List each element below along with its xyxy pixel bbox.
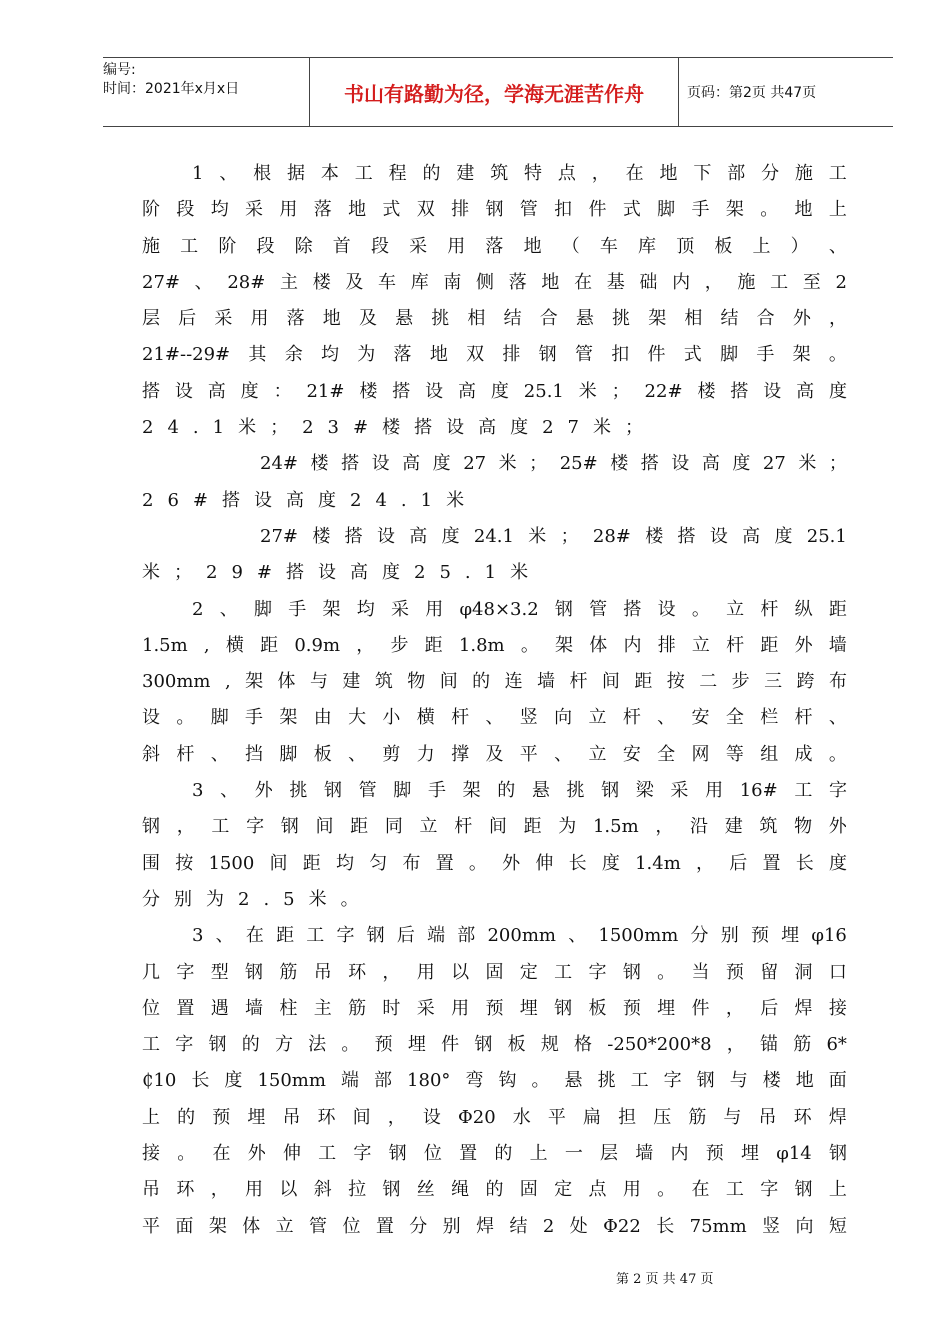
text-line: 21#--29# 其 余 均 为 落 地 双 排 钢 管 扣 件 式 脚 手 架 。: [142, 344, 847, 366]
footer-page-number: 第 2 页 共 47 页: [616, 1272, 714, 1287]
text-line: 接 。 在 外 伸 工 字 钢 位 置 的 上 一 层 墙 内 预 埋 φ14 钢: [142, 1143, 847, 1165]
header-meta: [103, 58, 308, 129]
number-label: 编号:: [103, 62, 136, 78]
text-line: 钢 ， 工 字 钢 间 距 同 立 杆 间 距 为 1.5m ， 沿 建 筑 物 外: [142, 816, 847, 838]
text-line: 26#搭设高度24.1米: [142, 489, 479, 511]
text-line: 300mm , 架 体 与 建 筑 物 间 的 连 墙 杆 间 距 按 二 步 三 跨 布: [142, 671, 847, 693]
time-label: 时间：2021年x月x日: [103, 81, 240, 97]
text-line: 27# 、 28# 主 楼 及 车 库 南 侧 落 地 在 基 础 内 ， 施 工 至 2: [142, 271, 847, 293]
text-line: 几 字 型 钢 筋 吊 环 ， 用 以 固 定 工 字 钢 。 当 预 留 洞 口: [142, 961, 847, 983]
text-line: ₵10 长 度 150mm 端 部 180° 弯 钩 。 悬 挑 工 字 钢 与 楼 地 面: [142, 1070, 847, 1092]
text-line: 3 、 外 挑 钢 管 脚 手 架 的 悬 挑 钢 梁 采 用 16# 工 字: [192, 780, 847, 802]
text-line: 27# 楼 搭 设 高 度 24.1 米 ； 28# 楼 搭 设 高 度 25.1: [260, 525, 847, 547]
page-header: [103, 57, 893, 127]
text-line: 分别为2.5米。: [142, 888, 373, 910]
text-line: 斜 杆 、 挡 脚 板 、 剪 力 撑 及 平 、 立 安 全 网 等 组 成 。: [142, 743, 847, 765]
text-line: 24# 楼 搭 设 高 度 27 米 ； 25# 楼 搭 设 高 度 27 米 ；: [260, 453, 847, 475]
text-line: 米；29#搭设高度25.1米: [142, 562, 543, 584]
text-line: 施 工 阶 段 除 首 段 采 用 落 地 （ 车 库 顶 板 上 ） 、: [142, 235, 847, 257]
text-line: 24.1米；23#楼搭设高度27米；: [142, 417, 657, 439]
text-line: 层 后 采 用 落 地 及 悬 挑 相 结 合 悬 挑 架 相 结 合 外 ，: [142, 308, 847, 330]
text-line: 吊 环 ， 用 以 斜 拉 钢 丝 绳 的 固 定 点 用 。 在 工 字 钢 上: [142, 1179, 847, 1201]
text-line: 1 、 根 据 本 工 程 的 建 筑 特 点 ， 在 地 下 部 分 施 工: [192, 163, 847, 184]
text-line: 围 按 1500 间 距 均 匀 布 置 。 外 伸 长 度 1.4m ， 后 置 长 度: [142, 852, 847, 874]
text-line: 工 字 钢 的 方 法 。 预 埋 件 钢 板 规 格 -250*200*8 ， 锚 筋 6*: [142, 1034, 847, 1056]
text-line: 1.5m , 横 距 0.9m ， 步 距 1.8m 。 架 体 内 排 立 杆 距 外 墙: [142, 634, 847, 656]
text-line: 位 置 遇 墙 柱 主 筋 时 采 用 预 埋 钢 板 预 埋 件 ， 后 焊 接: [142, 997, 847, 1019]
header-page-label: 页码：第2页 共47页: [687, 85, 817, 101]
document-body: [142, 156, 847, 1245]
text-line: 2 、 脚 手 架 均 采 用 φ48×3.2 钢 管 搭 设 。 立 杆 纵 距: [192, 598, 847, 620]
text-line: 设 。 脚 手 架 由 大 小 横 杆 、 竖 向 立 杆 、 安 全 栏 杆 、: [142, 707, 847, 729]
text-line: 阶 段 均 采 用 落 地 式 双 排 钢 管 扣 件 式 脚 手 架 。 地 上: [142, 199, 847, 221]
text-line: 平 面 架 体 立 管 位 置 分 别 焊 结 2 处 Φ22 长 75mm 竖 向 短: [142, 1215, 847, 1237]
text-line: 3 、 在 距 工 字 钢 后 端 部 200mm 、 1500mm 分 别 预 埋 φ16: [192, 925, 847, 947]
text-line: 搭 设 高 度 ： 21# 楼 搭 设 高 度 25.1 米 ； 22# 楼 搭 设 高 度: [142, 380, 847, 402]
header-motto: 书山有路勤为径，学海无涯苦作舟: [309, 58, 679, 126]
text-line: 上 的 预 埋 吊 环 间 ， 设 Φ20 水 平 扁 担 压 筋 与 吊 环 焊: [142, 1106, 847, 1128]
